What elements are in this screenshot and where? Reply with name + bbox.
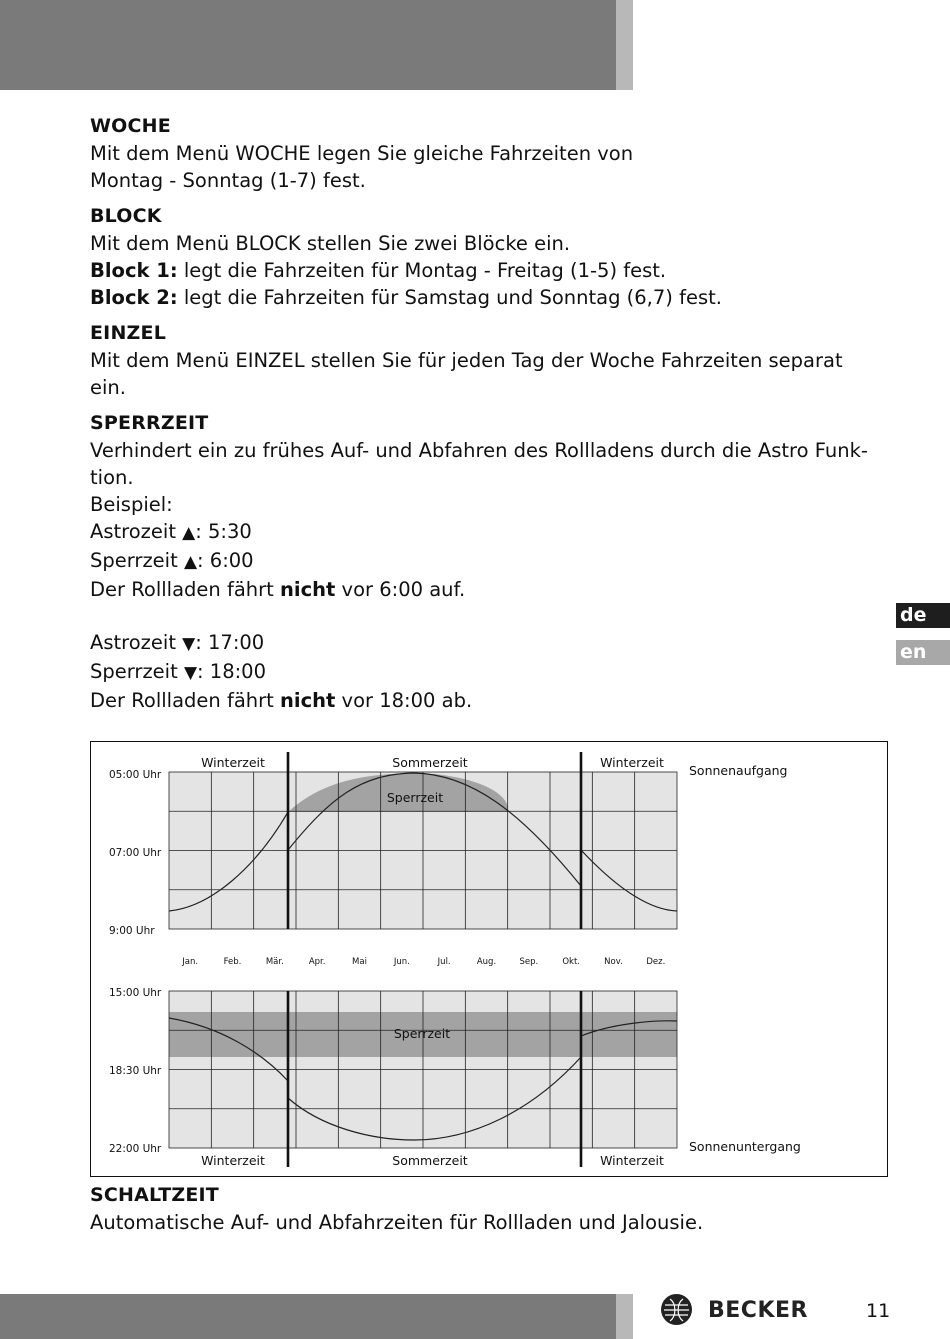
season-label-summer-top: Sommerzeit [392, 755, 468, 770]
result-down-line [90, 687, 890, 714]
astrozeit-up-label: Astrozeit [90, 520, 183, 543]
month-label: Jul. [437, 957, 451, 967]
sunrise-y-label-0: 05:00 Uhr [109, 769, 162, 781]
down-arrow-icon: ▼ [183, 663, 198, 683]
month-axis [181, 957, 665, 967]
footer-bar [0, 1294, 616, 1339]
sperrzeit-diagram [90, 741, 888, 1177]
astrozeit-down-label: Astrozeit [90, 631, 183, 654]
sperrzeit-up-line [90, 547, 890, 576]
season-label-winter-top-1: Winterzeit [201, 755, 265, 770]
language-tab-de[interactable]: de [896, 603, 950, 628]
sunrise-y-label-1: 07:00 Uhr [109, 847, 162, 859]
sperrzeit-up-value: : 6:00 [197, 549, 254, 572]
astrozeit-up-value: : 5:30 [195, 520, 252, 543]
header-bar [0, 0, 616, 90]
sperrzeit-down-line [90, 658, 890, 687]
block-2-line [90, 284, 890, 311]
heading-schaltzeit: SCHALTZEIT [90, 1184, 219, 1206]
result-down-post: vor 18:00 ab. [335, 689, 473, 712]
schaltzeit-text: Automatische Auf- und Abfahrzeiten für Rollladen und Jalousie. [90, 1211, 704, 1234]
sperrzeit-down-label: Sperrzeit [90, 660, 184, 683]
block-2-label: Block 2: [90, 286, 178, 309]
block-2-text: legt die Fahrzeiten für Samstag und Sonntag (6,7) fest. [177, 286, 722, 309]
sunrise-band-label: Sperrzeit [386, 790, 444, 805]
becker-logo-icon [660, 1293, 693, 1326]
sperrzeit-up-label: Sperrzeit [90, 549, 184, 572]
schaltzeit-section [90, 1181, 890, 1236]
result-down-pre: Der Rollladen fährt [90, 689, 281, 712]
sperrzeit-down-value: : 18:00 [197, 660, 266, 683]
result-up-bold: nicht [280, 578, 336, 601]
season-label-winter-bottom-2: Winterzeit [600, 1153, 664, 1168]
astrozeit-down-value: : 17:00 [195, 631, 265, 654]
month-label: Nov. [604, 957, 623, 967]
season-label-winter-bottom-1: Winterzeit [201, 1153, 265, 1168]
month-label: Feb. [223, 957, 242, 967]
footer-bar-edge [616, 1294, 633, 1339]
sperrzeit-text-2: tion. [90, 466, 134, 489]
sunrise-label: Sonnenaufgang [689, 763, 788, 778]
brand-name: BECKER [708, 1298, 808, 1323]
month-label: Dez. [646, 957, 666, 967]
sperrzeit-text-1: Verhindert ein zu frühes Auf- und Abfahren des Rollladens durch die Astro Funk- [90, 439, 868, 462]
sunset-y-label-1: 18:30 Uhr [109, 1065, 162, 1077]
diagram-svg [91, 742, 889, 1178]
example-label: Beispiel: [90, 493, 173, 516]
sunset-y-label-0: 15:00 Uhr [109, 987, 162, 999]
month-label: Apr. [308, 957, 326, 967]
month-label: Aug. [476, 957, 497, 967]
heading-woche: WOCHE [90, 115, 171, 137]
heading-einzel: EINZEL [90, 322, 167, 344]
season-label-winter-top-2: Winterzeit [600, 755, 664, 770]
becker-logo [660, 1293, 810, 1329]
heading-block: BLOCK [90, 205, 162, 227]
language-tab-en[interactable]: en [896, 640, 950, 665]
month-label: Mär. [265, 957, 284, 967]
woche-text-2: Montag - Sonntag (1-7) fest. [90, 169, 366, 192]
astrozeit-up-line [90, 518, 890, 547]
up-arrow-icon: ▲ [182, 523, 196, 543]
page-number: 11 [866, 1300, 891, 1322]
header-bar-edge [616, 0, 633, 90]
sunset-band-label: Sperrzeit [393, 1026, 451, 1041]
einzel-text-2: ein. [90, 376, 126, 399]
sunset-label: Sonnenuntergang [689, 1139, 801, 1154]
down-arrow-icon: ▼ [182, 634, 196, 654]
block-text-1: Mit dem Menü BLOCK stellen Sie zwei Blöcke ein. [90, 232, 571, 255]
result-up-post: vor 6:00 auf. [335, 578, 466, 601]
woche-text-1: Mit dem Menü WOCHE legen Sie gleiche Fahrzeiten von [90, 142, 634, 165]
month-label: Okt. [562, 957, 580, 967]
month-label: Sep. [519, 957, 539, 967]
astrozeit-down-line [90, 629, 890, 658]
month-label: Jun. [393, 957, 410, 967]
result-up-pre: Der Rollladen fährt [90, 578, 281, 601]
heading-sperrzeit: SPERRZEIT [90, 412, 209, 434]
sunset-y-label-2: 22:00 Uhr [109, 1143, 162, 1155]
block-1-text: legt die Fahrzeiten für Montag - Freitag (1-5) fest. [177, 259, 667, 282]
month-label: Jan. [182, 957, 199, 967]
main-content [90, 112, 890, 714]
season-label-summer-bottom: Sommerzeit [392, 1153, 468, 1168]
block-1-line [90, 257, 890, 284]
sunrise-y-label-2: 9:00 Uhr [109, 925, 155, 937]
result-up-line [90, 576, 890, 603]
result-down-bold: nicht [280, 689, 336, 712]
up-arrow-icon: ▲ [183, 552, 198, 572]
einzel-text-1: Mit dem Menü EINZEL stellen Sie für jeden Tag der Woche Fahrzeiten separat [90, 349, 843, 372]
block-1-label: Block 1: [90, 259, 178, 282]
month-label: Mai [352, 957, 367, 967]
